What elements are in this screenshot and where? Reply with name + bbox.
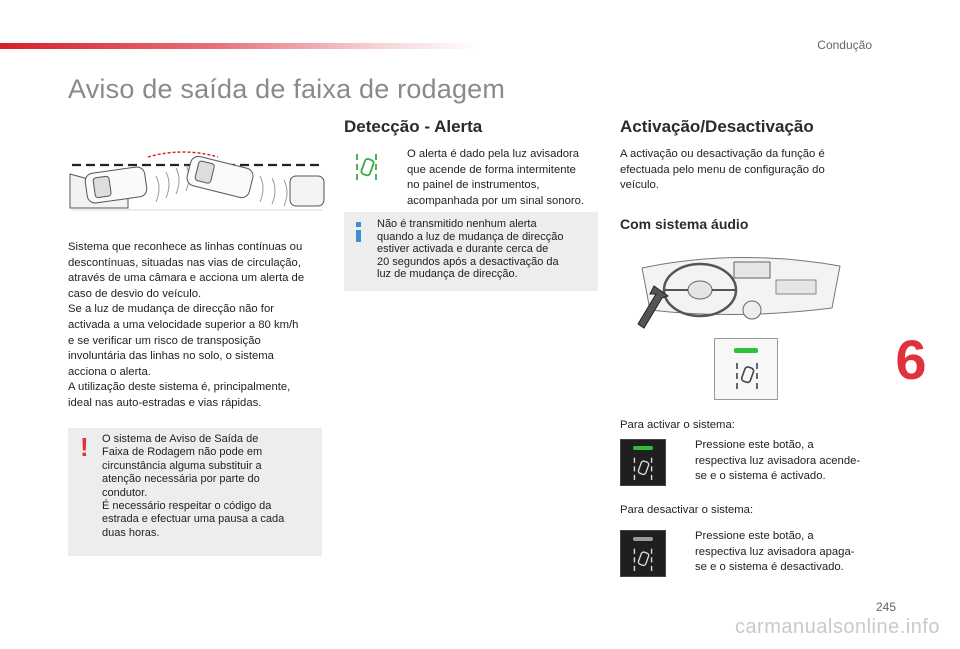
deactivate-label: Para desactivar o sistema: bbox=[620, 504, 754, 516]
warning-text: O sistema de Aviso de Saída de Faixa de Rodagem não pode em circunstância alguma substituir a atenção necessária por parte do condutor. É necessário respeitar o código da estrada e efectuar uma pausa a cada duas horas. bbox=[102, 433, 285, 539]
description-text: Sistema que reconhece as linhas contínuas ou descontínuas, situadas nas vias de circulação, através de uma câmara e acciona um alerta de caso de desvio do veículo. Se a luz de mudança de direcção não for activada a uma velocidade superior a 80 km/h e se verificar um risco de transposição involuntária das linhas no solo, o sistema acciona o alerta. A utilização deste sistema é, principalmente, ideal nas auto-estradas e vias rápidas. bbox=[68, 241, 305, 409]
activate-button[interactable] bbox=[620, 439, 666, 486]
lane-departure-illustration bbox=[68, 148, 326, 212]
info-text: Não é transmitido nenhum alerta quando a luz de mudança de direcção estiver activada e durante cerca de 20 segundos após a desactivação da luz de mudança de direcção. bbox=[377, 218, 564, 281]
section-label: Condução bbox=[817, 38, 872, 52]
audio-subheading: Com sistema áudio bbox=[620, 216, 749, 232]
page-title: Aviso de saída de faixa de rodagem bbox=[68, 74, 506, 104]
activation-intro: A activação ou desactivação da função é efectuada pelo menu de configuração do veículo. bbox=[620, 148, 825, 192]
info-icon bbox=[356, 222, 361, 242]
indicator-led-off bbox=[633, 537, 653, 541]
activation-heading: Activação/Desactivação bbox=[620, 117, 814, 136]
chapter-number: 6 bbox=[895, 328, 927, 391]
indicator-led-on bbox=[633, 446, 653, 450]
lane-warning-icon bbox=[354, 150, 380, 184]
lane-assist-icon bbox=[733, 359, 761, 391]
info-box bbox=[344, 212, 598, 291]
alert-description: O alerta é dado pela luz avisadora que acende de forma intermitente no painel de instrumentos, acompanhada por um sinal sonoro. bbox=[407, 148, 585, 207]
page-number: 245 bbox=[875, 600, 896, 614]
warning-box bbox=[68, 428, 322, 556]
deactivate-instructions: Pressione este botão, a respectiva luz avisadora apaga- se e o sistema é desactivado. bbox=[695, 530, 855, 574]
watermark: carmanualsonline.info bbox=[734, 616, 940, 638]
lane-assist-icon bbox=[631, 545, 655, 573]
warning-icon: ! bbox=[80, 432, 89, 462]
deactivate-button[interactable] bbox=[620, 530, 666, 577]
activate-instructions: Pressione este botão, a respectiva luz avisadora acende- se e o sistema é activado. bbox=[695, 439, 861, 483]
dashboard-illustration bbox=[636, 250, 846, 330]
header-accent-bar bbox=[0, 43, 480, 49]
lane-assist-button-large bbox=[714, 338, 778, 400]
detection-heading: Detecção - Alerta bbox=[344, 117, 483, 136]
activate-label: Para activar o sistema: bbox=[620, 419, 735, 431]
indicator-led bbox=[734, 348, 758, 353]
lane-assist-icon bbox=[631, 454, 655, 482]
